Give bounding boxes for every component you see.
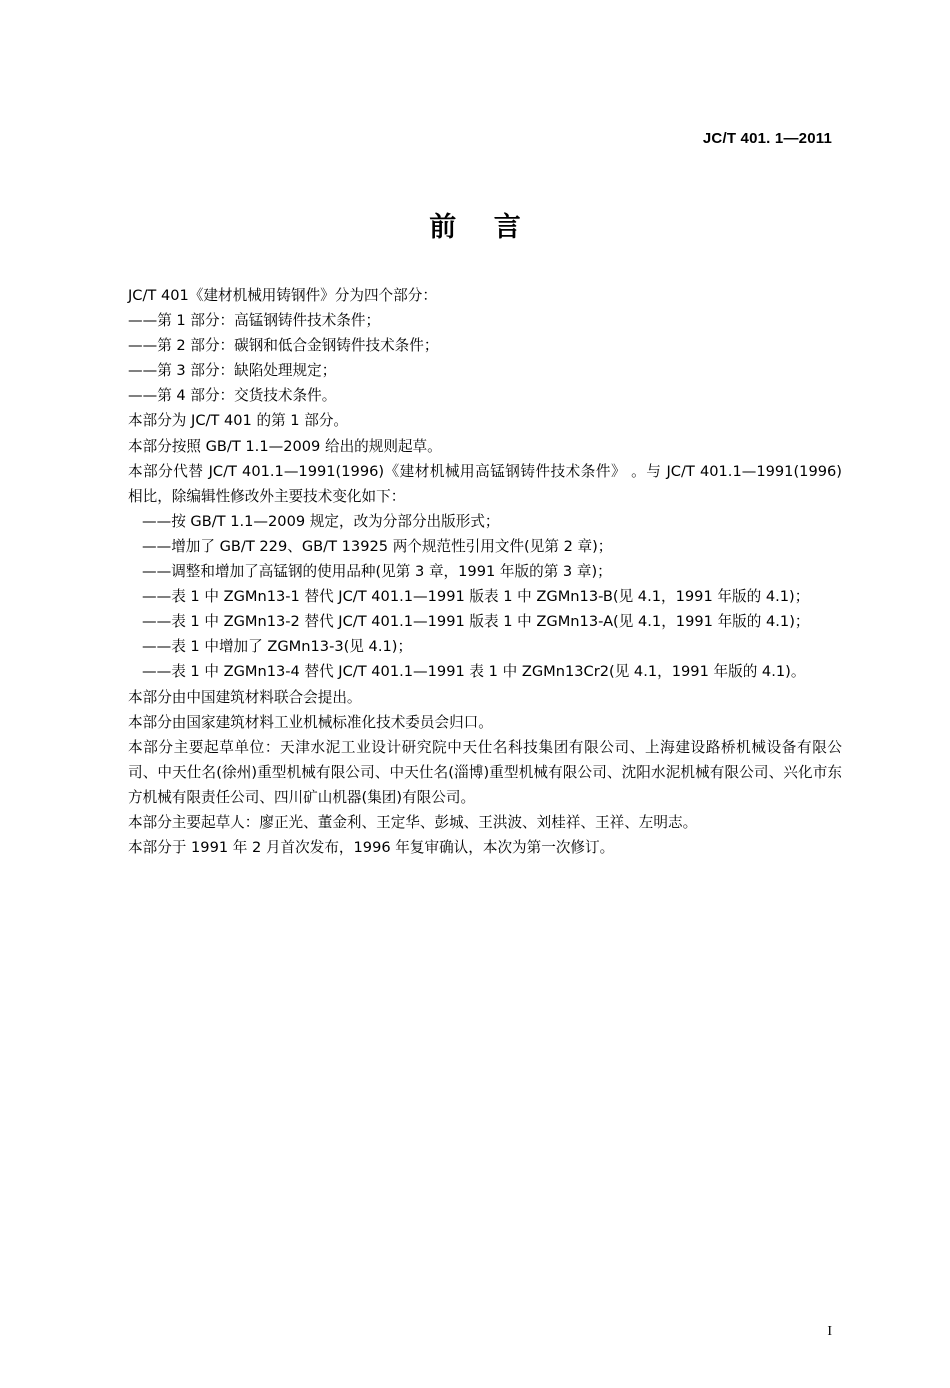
paragraph: 本部分主要起草人：廖正光、董金利、王定华、彭城、王洪波、刘桂祥、王祥、左明志。 (128, 813, 698, 831)
page-header-standard-code: JC/T 401. 1—2011 (702, 130, 832, 147)
paragraph: ——第 2 部分：碳钢和低合金钢铸件技术条件； (128, 337, 439, 355)
foreword-body (128, 283, 842, 860)
paragraph: ——第 4 部分：交货技术条件。 (128, 387, 337, 405)
paragraph: JC/T 401《建材机械用铸钢件》分为四个部分： (128, 287, 437, 304)
paragraph: 本部分代替 JC/T 401.1—1991(1996)《建材机械用高锰钢铸件技术条件》 。与 JC/T 401.1—1991(1996)相比，除编辑性修改外主要技术变化如下： (128, 462, 842, 505)
paragraph: ——第 1 部分：高锰钢铸件技术条件； (128, 312, 381, 330)
paragraph: ——表 1 中 ZGMn13-2 替代 JC/T 401.1—1991 版表 1 中 ZGMn13-A(见 4.1，1991 年版的 4.1)； (142, 613, 810, 631)
paragraph: 本部分主要起草单位：天津水泥工业设计研究院中天仕名科技集团有限公司、上海建设路桥机械设备有限公司、中天仕名(徐州)重型机械有限公司、中天仕名(淄博)重型机械有限公司、沈阳水泥机械有限公司、兴化市东方机械有限责任公司、四川矿山机器(集团)有限公司。 (128, 738, 842, 806)
paragraph: ——表 1 中增加了 ZGMn13-3(见 4.1)； (142, 638, 413, 656)
paragraph: ——第 3 部分：缺陷处理规定； (128, 362, 337, 380)
paragraph: 本部分于 1991 年 2 月首次发布，1996 年复审确认，本次为第一次修订。 (128, 839, 615, 857)
paragraph: ——表 1 中 ZGMn13-4 替代 JC/T 401.1—1991 表 1 中 ZGMn13Cr2(见 4.1，1991 年版的 4.1)。 (142, 663, 806, 681)
paragraph: ——调整和增加了高锰钢的使用品种(见第 3 章，1991 年版的第 3 章)； (142, 563, 612, 581)
paragraph: 本部分为 JC/T 401 的第 1 部分。 (128, 412, 349, 430)
paragraph: 本部分由国家建筑材料工业机械标准化技术委员会归口。 (128, 713, 493, 731)
paragraph: ——增加了 GB/T 229、GB/T 13925 两个规范性引用文件(见第 2 章)； (142, 537, 613, 555)
paragraph: 本部分由中国建筑材料联合会提出。 (128, 688, 362, 706)
page-number: I (827, 1324, 832, 1339)
paragraph: ——按 GB/T 1.1—2009 规定，改为分部分出版形式； (142, 512, 500, 530)
paragraph: ——表 1 中 ZGMn13-1 替代 JC/T 401.1—1991 版表 1 中 ZGMn13-B(见 4.1，1991 年版的 4.1)； (142, 588, 810, 606)
paragraph: 本部分按照 GB/T 1.1—2009 给出的规则起草。 (128, 437, 442, 455)
page-title: 前 言 (429, 212, 535, 243)
